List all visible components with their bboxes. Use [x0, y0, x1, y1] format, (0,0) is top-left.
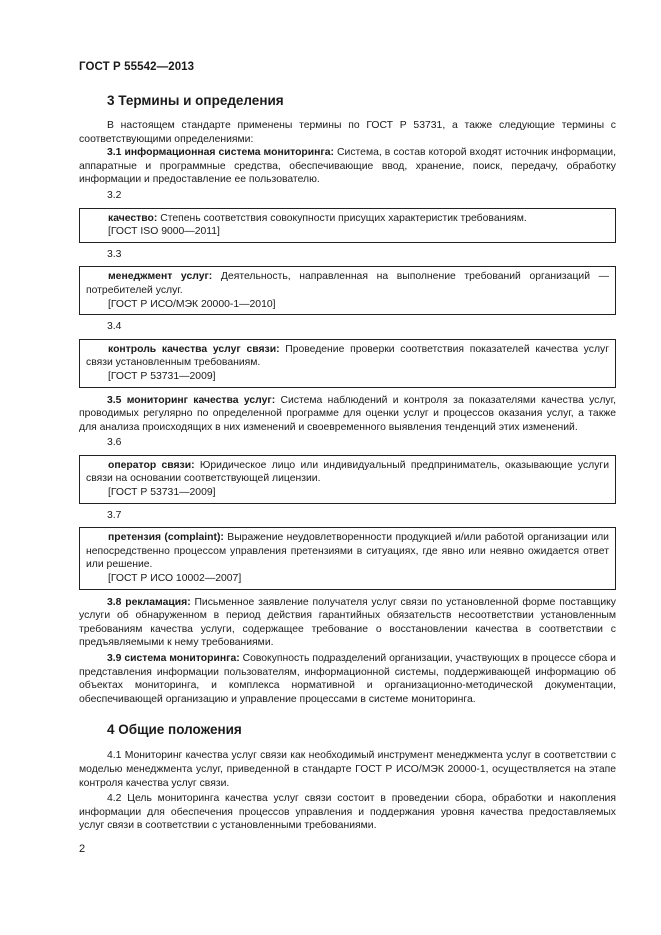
term-3-3 [86, 270, 609, 297]
term-3-3-box [79, 266, 616, 315]
term-3-2 [86, 212, 609, 226]
term-3-6-number: 3.6 [107, 437, 122, 449]
page-content [79, 90, 616, 833]
section-4-title: 4 Общие положения [107, 722, 242, 738]
term-3-4-name: контроль качества услуг связи: [108, 343, 280, 355]
term-3-7-number: 3.7 [107, 509, 122, 521]
term-3-5-definition: Система наблюдений и контроля за показателями качества услуг, проводимых регулярно по определенной программе для оценки услуг и процессов оказания услуг, а также для анализа происходящих в них изменений и своевременного выявления тенденций этих изменений. [79, 394, 617, 433]
term-3-6-reference: [ГОСТ Р 53731—2009] [108, 487, 216, 499]
term-3-9 [79, 652, 616, 706]
term-3-2-name: качество: [108, 212, 158, 224]
term-3-6-box [79, 455, 616, 504]
term-3-1 [79, 146, 616, 187]
term-3-7-reference: [ГОСТ Р ИСО 10002—2007] [108, 573, 242, 585]
term-3-7-definition: Выражение неудовлетворенности продукцией и/или работой организации или непосредственно процессом управления претензиями в ситуациях, где явно или неявно ожидается ответ или решение. [86, 532, 609, 571]
term-3-4-reference: [ГОСТ Р 53731—2009] [108, 370, 216, 382]
document-header: ГОСТ Р 55542—2013 [79, 61, 195, 73]
term-3-4-number: 3.4 [107, 321, 122, 333]
term-3-2-number: 3.2 [107, 189, 122, 201]
term-3-7-box [79, 527, 616, 589]
term-3-6-name: оператор связи: [108, 459, 195, 471]
term-3-4 [86, 343, 609, 370]
term-3-9-name: 3.9 система мониторинга: [107, 653, 240, 664]
paragraph-4-1: 4.1 Мониторинг качества услуг связи как необходимый инструмент менеджмента услуг в соответствии с моделью менеджмента услуг, приведенной в стандарте ГОСТ Р ИСО/МЭК 20000-1, осуществляется на этапе контроля качества услуг связи. [79, 750, 616, 789]
term-3-2-definition: Степень соответствия совокупности присущих характеристик требованиям. [157, 212, 527, 224]
term-3-8-name: 3.8 рекламация: [107, 596, 191, 608]
term-3-8 [79, 596, 616, 650]
term-3-4-box [79, 339, 616, 388]
term-3-6-definition: Юридическое лицо или индивидуальный предприниматель, оказывающие услуги связи на основании соответствующей лицензии. [86, 459, 610, 485]
term-3-8-definition: Письменное заявление получателя услуг связи по установленной форме поставщику услуги об обнаруженном в период действия гарантийных обязательств несоответствии установленным требованиям качества услуги, содержащее требование о восстановлении качества в соответствии с предъявляемыми к нему требованиями. [79, 596, 616, 649]
term-3-5 [79, 394, 616, 435]
term-3-7 [86, 531, 609, 572]
term-3-6 [86, 459, 609, 486]
term-3-3-name: менеджмент услуг: [108, 271, 213, 283]
term-3-3-reference: [ГОСТ Р ИСО/МЭК 20000-1—2010] [108, 298, 276, 310]
term-3-5-name: 3.5 мониторинг качества услуг: [107, 394, 276, 406]
term-3-4-definition: Проведение проверки соответствия показателей качества услуг связи установленным требованиям. [86, 343, 609, 369]
term-3-2-reference: [ГОСТ ISO 9000—2011] [108, 226, 220, 238]
section-3-title: 3 Термины и определения [107, 93, 284, 108]
term-3-3-definition: Деятельность, направленная на выполнение требований организаций — потребителей услуг. [86, 271, 610, 296]
paragraph-4-2: 4.2 Цель мониторинга качества услуг связи состоит в проведении сбора, обработки и накопления информации для обеспечения процессов управления и поддержания уровня качества предоставляемых услуг связи в соответствии с установленными требованиями. [79, 793, 616, 832]
term-3-1-definition: Система, в состав которой входят источник информации, аппаратные и программные средства, обеспечивающие ввод, хранение, поиск, передачу, обработку информации и предоставление ее пользователю. [79, 147, 616, 186]
page-number: 2 [79, 843, 86, 855]
section-3-intro: В настоящем стандарте применены термины по ГОСТ Р 53731, а также следующие термины с соответствующими определениями: [79, 120, 616, 145]
term-3-3-number: 3.3 [107, 248, 122, 260]
term-3-2-box [79, 208, 616, 243]
term-3-1-name: 3.1 информационная система мониторинга: [107, 147, 334, 159]
term-3-7-name: претензия (complaint): [108, 532, 224, 544]
term-3-9-definition: Совокупность подразделений организации, участвующих в процессе сбора и представления информации пользователям, информационной системы, поддерживающей информацию об объектах мониторинга, и комплекса нормативной и организационно-методической документации, обеспечивающей организацию и управление процессами в системе мониторинга. [79, 653, 616, 705]
